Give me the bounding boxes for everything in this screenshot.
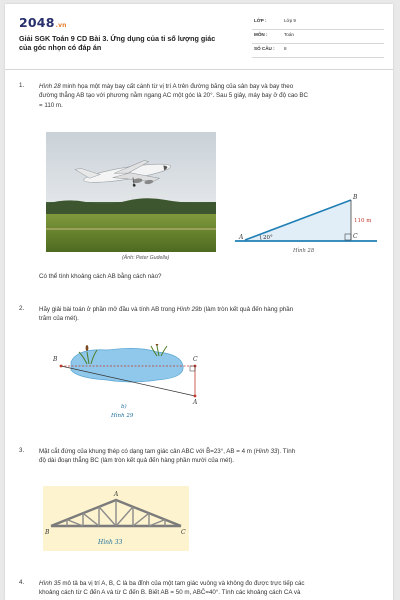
text-line: độ dài đoạn thẳng BC (làm tròn kết quả đến hàng phần mười của mét). bbox=[39, 457, 234, 465]
meta-label: LỚP : bbox=[254, 18, 267, 23]
logo-text: 2048 bbox=[19, 15, 55, 30]
question-number: 1. bbox=[19, 82, 25, 89]
text-line: = 110 m. bbox=[39, 101, 63, 109]
meta-value: Toán bbox=[284, 32, 294, 37]
text-line: khoảng cách từ C đến A và từ C đến B. Biết AB = 50 m, ABĈ=40°. Tính các khoảng cách CA và bbox=[39, 589, 301, 597]
figure-29-diagram bbox=[47, 344, 207, 424]
logo-suffix: .vn bbox=[55, 22, 67, 29]
airplane-photo bbox=[46, 132, 216, 252]
question-number: 3. bbox=[19, 447, 25, 454]
meta-value: Lớp 9 bbox=[284, 18, 296, 23]
document-title bbox=[19, 34, 239, 53]
figure-33-diagram bbox=[43, 486, 189, 551]
figure-caption: Hình 28 bbox=[293, 248, 315, 254]
figure-sub-label: b) bbox=[121, 404, 127, 410]
title-line-1: Giải SGK Toán 9 CD Bài 3. Ứng dụng của tỉ số lượng giác bbox=[19, 34, 216, 43]
point-label-a: A bbox=[239, 234, 244, 241]
photo-credit: (Ảnh: Peter Gudella) bbox=[122, 255, 170, 261]
figure-reference: Hình 35 bbox=[39, 580, 61, 587]
text-line: đường thẳng AB tạo với phương nằm ngang AC một góc là 20°. Sau 5 giây, máy bay ở độ cao BC bbox=[39, 92, 309, 100]
title-line-2: của góc nhọn có đáp án bbox=[19, 43, 102, 53]
figure-reference: Hình 33 bbox=[255, 448, 278, 455]
text-line: Hãy giải bài toán ở phần mở đầu và tính AB trong bbox=[39, 306, 177, 313]
question-number: 2. bbox=[19, 305, 25, 312]
meta-table bbox=[252, 16, 384, 58]
question-number: 4. bbox=[19, 579, 25, 586]
text-line: mô tả ba vị trí A, B, C là ba đỉnh của một tam giác vuông và không đo được trực tiếp các bbox=[60, 580, 305, 587]
point-label-a: A bbox=[193, 399, 198, 406]
point-label-b: B bbox=[45, 529, 50, 536]
point-label-c: C bbox=[193, 356, 198, 363]
question-prompt: Có thể tính khoảng cách AB bằng cách nào? bbox=[39, 273, 162, 280]
figure-reference: Hình 28 bbox=[39, 83, 61, 90]
figure-caption: Hình 29 bbox=[111, 413, 134, 419]
worksheet bbox=[5, 4, 393, 600]
meta-value: 8 bbox=[284, 46, 287, 51]
meta-row-subject bbox=[252, 30, 384, 44]
point-label-a: A bbox=[114, 491, 119, 498]
question-text bbox=[39, 579, 391, 598]
point-label-b: B bbox=[53, 356, 58, 363]
question-text bbox=[39, 305, 391, 324]
point-label-c: C bbox=[353, 233, 358, 240]
worksheet-header bbox=[5, 4, 393, 66]
meta-label: MÔN : bbox=[254, 32, 268, 37]
meta-row-grade bbox=[252, 16, 384, 30]
figure-28-diagram bbox=[231, 192, 381, 262]
height-label: 110 m bbox=[354, 218, 372, 224]
figure-caption: Hình 33 bbox=[98, 539, 123, 546]
meta-label: SỐ CÂU : bbox=[254, 46, 275, 51]
point-label-c: C bbox=[181, 529, 186, 536]
text-line: (làm tròn kết quả đến hàng phần bbox=[201, 306, 294, 313]
figure-reference: Hình 29b bbox=[176, 306, 202, 313]
airplane-photo-image bbox=[46, 132, 216, 252]
meta-row-question-count bbox=[252, 44, 384, 58]
angle-label: 20° bbox=[263, 235, 273, 241]
header-divider bbox=[5, 69, 393, 70]
point-label-b: B bbox=[353, 194, 358, 201]
text-line: ). Tính bbox=[277, 448, 296, 455]
question-text bbox=[39, 447, 391, 466]
text-line: trăm của mét). bbox=[39, 315, 79, 323]
text-line: minh họa một máy bay cất cánh từ vị trí A trên đường băng của sân bay và bay theo bbox=[60, 83, 294, 90]
logo[interactable] bbox=[19, 15, 67, 30]
text-line: Mặt cắt đứng của khung thép có dạng tam giác cân ABC với B̂=23°, AB = 4 m ( bbox=[39, 448, 256, 455]
question-text bbox=[39, 82, 391, 110]
